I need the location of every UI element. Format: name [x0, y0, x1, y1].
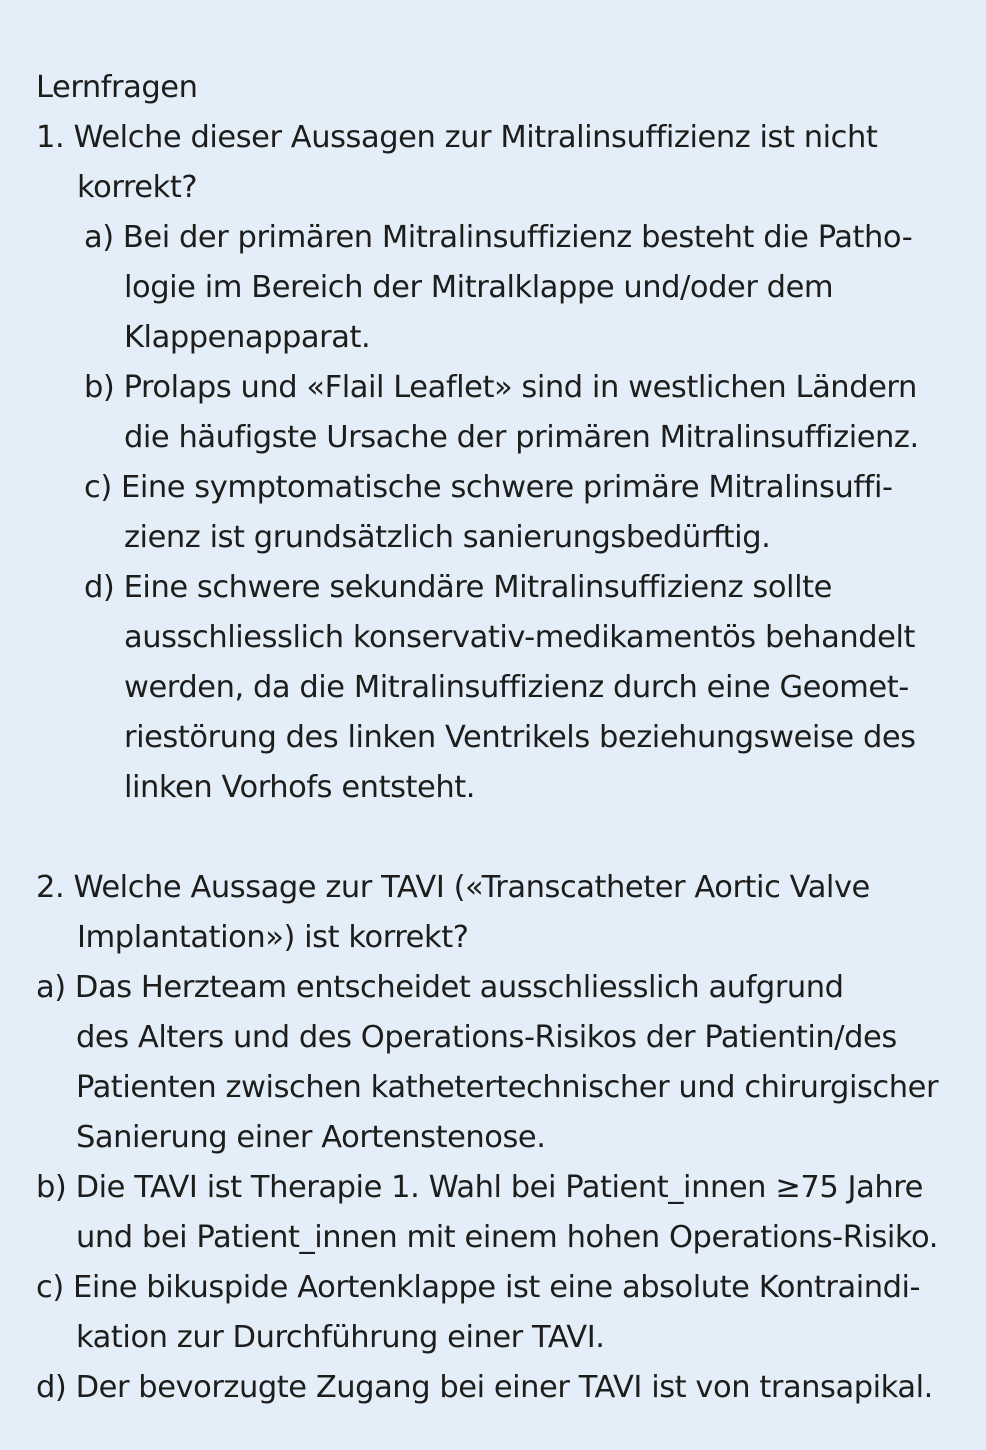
- option-text: b) Prolaps und «Flail Leaflet» sind in westlichen Ländern: [84, 370, 917, 405]
- question-1-text: korrekt?: [77, 170, 198, 205]
- option-text: b) Die TAVI ist Therapie 1. Wahl bei Patient_innen ≥75 Jahre: [36, 1170, 923, 1205]
- section-title: Lernfragen: [36, 70, 198, 105]
- option-text: und bei Patient_innen mit einem hohen Operations-Risiko.: [76, 1220, 938, 1255]
- option-text: logie im Bereich der Mitralklappe und/oder dem: [124, 270, 834, 305]
- option-text: Sanierung einer Aortenstenose.: [76, 1120, 546, 1155]
- option-text: a) Bei der primären Mitralinsuffizienz besteht die Patho-: [84, 220, 913, 255]
- option-text: Klappenapparat.: [124, 320, 371, 355]
- option-text: c) Eine bikuspide Aortenklappe ist eine absolute Kontraindi-: [36, 1270, 921, 1305]
- option-text: d) Eine schwere sekundäre Mitralinsuffizienz sollte: [84, 570, 832, 605]
- question-2-text: 2. Welche Aussage zur TAVI («Transcatheter Aortic Valve: [36, 870, 870, 905]
- question-1-text: 1. Welche dieser Aussagen zur Mitralinsuffizienz ist nicht: [36, 120, 878, 155]
- option-text: kation zur Durchführung einer TAVI.: [76, 1320, 605, 1355]
- option-text: ausschliesslich konservativ-medikamentös behandelt: [124, 620, 915, 655]
- option-text: des Alters und des Operations-Risikos der Patientin/des: [76, 1020, 897, 1055]
- option-text: a) Das Herzteam entscheidet ausschliesslich aufgrund: [36, 970, 844, 1005]
- option-text: riestörung des linken Ventrikels beziehungsweise des: [124, 720, 916, 755]
- option-text: Patienten zwischen kathetertechnischer und chirurgischer: [76, 1070, 939, 1105]
- option-text: werden, da die Mitralinsuffizienz durch eine Geomet-: [124, 670, 909, 705]
- option-text: c) Eine symptomatische schwere primäre Mitralinsuffi-: [84, 470, 893, 505]
- option-text: linken Vorhofs entsteht.: [124, 770, 475, 805]
- question-2-text: Implantation») ist korrekt?: [77, 920, 469, 955]
- option-text: d) Der bevorzugte Zugang bei einer TAVI ist von transapikal.: [36, 1370, 933, 1405]
- option-text: zienz ist grundsätzlich sanierungsbedürftig.: [124, 520, 771, 555]
- option-text: die häufigste Ursache der primären Mitralinsuffizienz.: [124, 420, 919, 455]
